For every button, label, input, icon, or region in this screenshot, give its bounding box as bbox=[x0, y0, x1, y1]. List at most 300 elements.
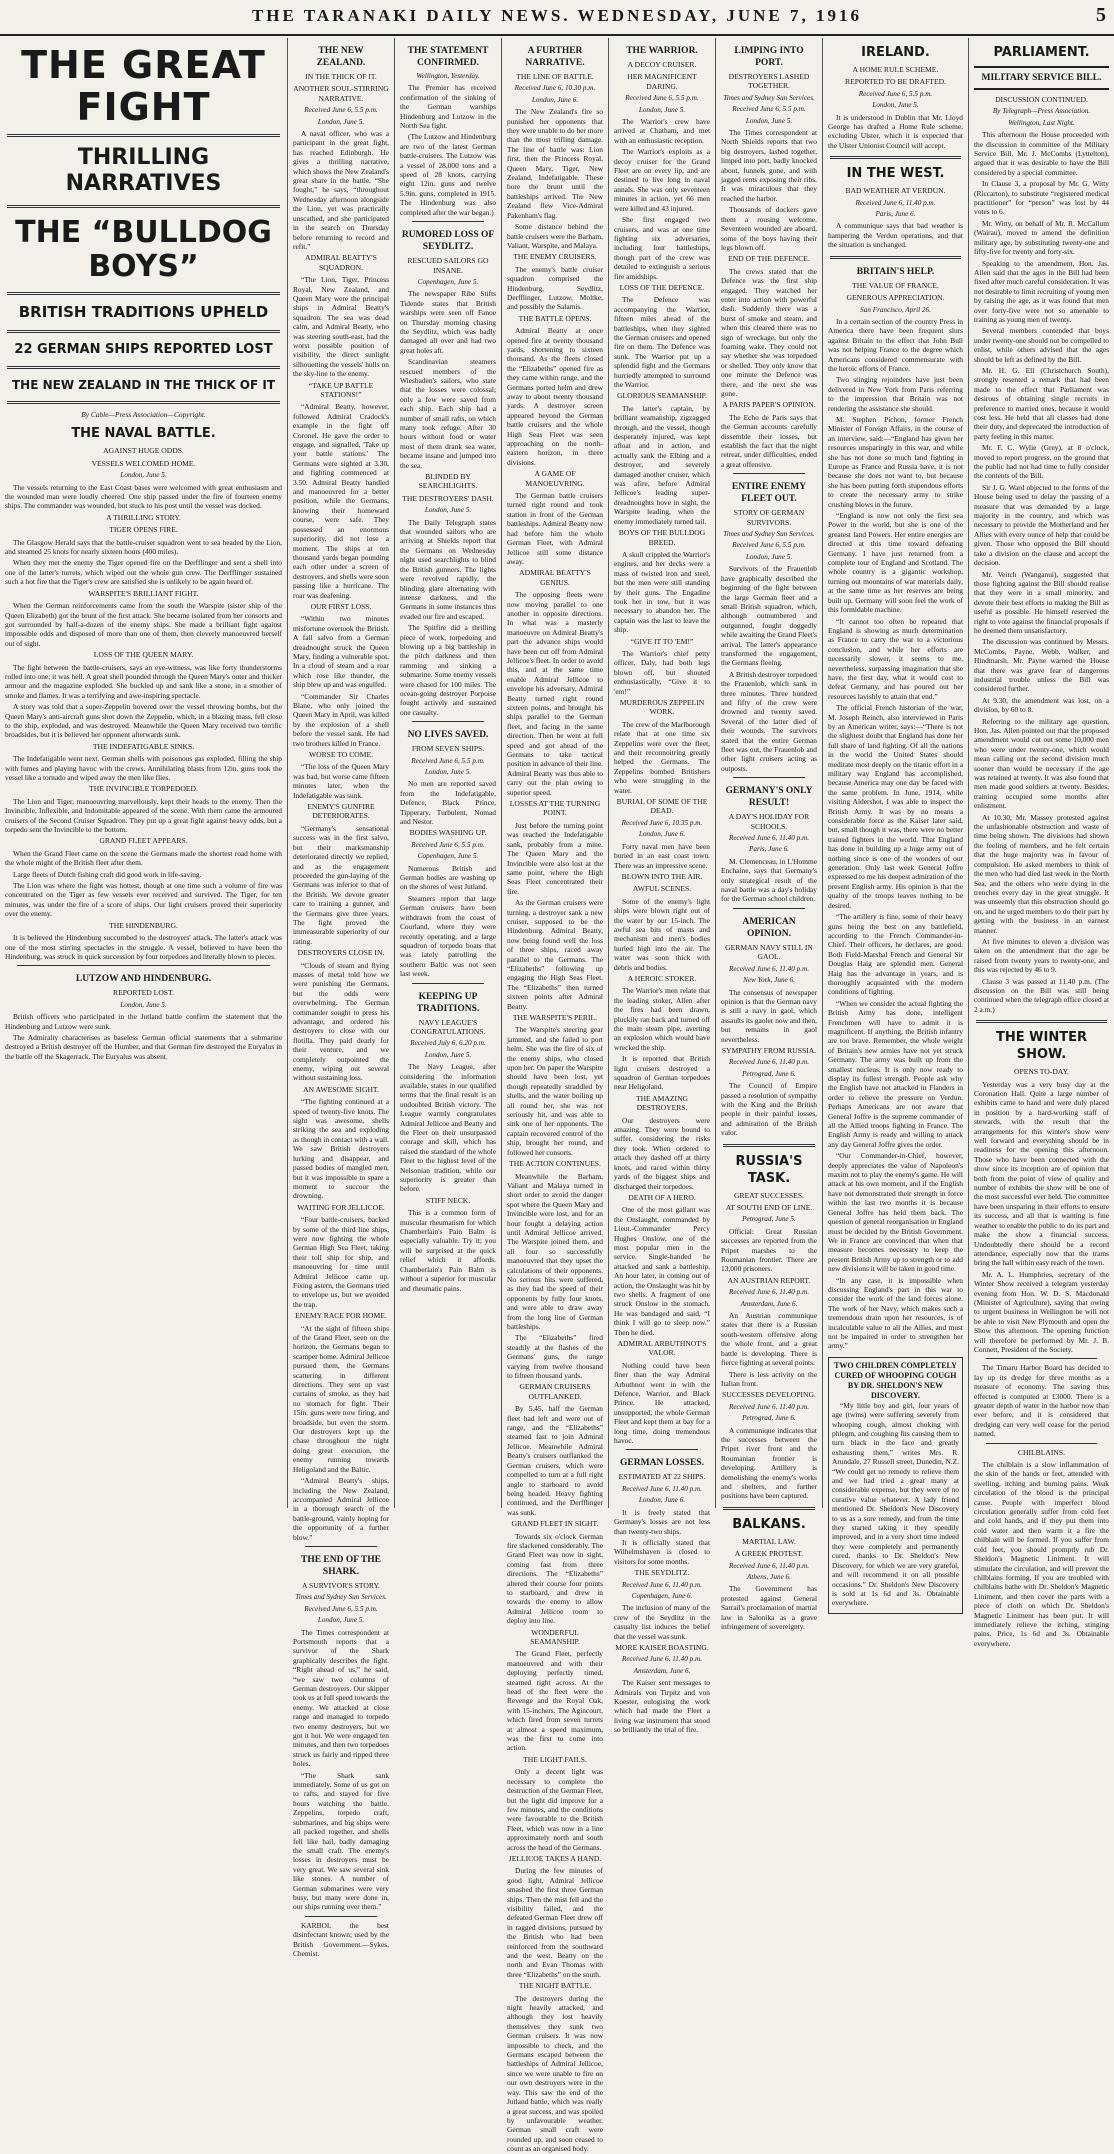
section-heading: LUTZOW AND HINDENBURG. bbox=[75, 974, 212, 985]
subheading: DISCUSSION CONTINUED. bbox=[995, 95, 1088, 104]
headline-traditions: BRITISH TRADITIONS UPHELD bbox=[18, 303, 269, 321]
subheading: AN AWESOME SIGHT. bbox=[303, 1084, 379, 1094]
paragraph: Clause 3 was passed at 11.40 p.m. (The discussion on the Bill was still being continued when the telegraph office closed at 2 a.m.) bbox=[974, 976, 1109, 1014]
dateline: Received June 6, 11.40 p.m. bbox=[728, 1561, 810, 1570]
paragraph: The discussion was continued by Messrs. McCombs, Payne, Webb, Walker, and Hindmarsh. Mr. Payne warned the House that there was grave fear of dangerous industrial trouble unless the Bill was considered further. bbox=[974, 637, 1109, 694]
dateline: London, June 5. bbox=[745, 552, 793, 561]
paragraph: A skull crippled the Warrior's engines, and her decks were a mass of twisted iron and steel, but the men were still standing by their guns. The Engadine took her in tow, but it was necessary to abandon her. The captain was the last to leave the ship. bbox=[614, 549, 710, 635]
section-heading: IN THE WEST. bbox=[846, 166, 945, 182]
paragraph: (The Lutzow and Hindenburg are two of the latest German battle-cruisers. The Lutzow was a vessel of 28,000 tons and a speed of 28 knots, carrying eight 12in. guns and twelve 5.9in. guns, completed in 1915. The Hindenburg was also completed after the war began.) bbox=[400, 132, 496, 217]
dateline: Received June 6, 5.5 p.m. bbox=[304, 1604, 378, 1613]
paragraph: Thousands of dockers gave them a rousing welcome. Seventeen wounded are aboard, some of the boys having their legs blown off. bbox=[721, 205, 817, 252]
dateline: Amsterdam, June 6. bbox=[740, 1299, 798, 1308]
paragraph: Mr. Veitch (Wanganui), suggested that those fighting against the Bill should realise that they were in a small minority, and devote their best efforts to making the Bill as useful as possible. He himself reserved the right to vote against the financial proposals if he deemed them unsatisfactory. bbox=[974, 569, 1109, 635]
dateline: Amsterdam, June 6. bbox=[633, 1666, 691, 1675]
byline: By Cable—Press Association—Copyright. bbox=[81, 410, 206, 419]
dateline: London, June 5. bbox=[120, 471, 167, 480]
section-heading: AMERICAN OPINION. bbox=[742, 916, 796, 939]
subheading: LOSS OF THE DEFENCE. bbox=[619, 282, 705, 292]
column-1 bbox=[0, 38, 288, 1508]
section-heading: GERMANY'S ONLY RESULT! bbox=[725, 786, 813, 809]
dateline: Petrograd, June 5. bbox=[742, 1215, 796, 1224]
subheading: LOSS OF THE QUEEN MARY. bbox=[93, 650, 194, 660]
paragraph: “England is now not only the first sea Power in the world, but she is one of the greatest land Powers. Her entire energies are directed at this time toward defeating Germany. I have just returned from a complete tour of England and Scotland. The whole country is a gigantic workshop, turning out mountains of war materials daily, at the same time as her reserves are being built up. Germany will soon feel the work of this formidable machine. bbox=[828, 511, 963, 615]
subheading: GERMAN CRUISERS OUTFLANKED. bbox=[519, 1382, 591, 1401]
paragraph: The Times correspondent at Portsmouth reports that a survivor of the Shark graphically describes the fight. “Right ahead of us,” he said, “we saw two columns of German destroyers. Our skipper took us at full speed towards the enemy. We attacked at close range and managed to torpedo two enemy destroyers, but we got it hot. We were engaged ten minutes, and then two torpedoes struck us fairly and ripped three holes. bbox=[293, 1627, 389, 1769]
paragraph: “At the sight of fifteen ships of the Grand Fleet, seen on the horizon, the Germans began to scamper home. Admiral Jellicoe pursued them, the Germans scattering in different directions. They sent up vast curtains of smoke, as they had no stomach for fight. Their 15in. guns were now firing, and broadside, but even the storm. Our destroyers kept up the chase throughout the night doing great execution, the enemy running towards Heligoland and the Baltic. bbox=[293, 1323, 389, 1474]
subheading: DEATH OF A HERO. bbox=[628, 1192, 696, 1202]
subheading: AT SOUTH END OF LINE. bbox=[725, 1203, 813, 1212]
advert-heading: TWO CHILDREN COMPLETELY CURED OF WHOOPING COUGH BY DR. SHELDON'S NEW DISCOVERY. bbox=[834, 1360, 957, 1400]
dateline: Received June 6, 5.5 p.m. bbox=[625, 94, 699, 103]
subheading: ENEMY RACE FOR HOME. bbox=[295, 1311, 387, 1321]
section-heading: THE NAVAL BATTLE. bbox=[71, 426, 216, 442]
subheading: THE ACTION CONTINUES. bbox=[509, 1159, 601, 1169]
dateline: By Telegraph—Press Association. bbox=[992, 107, 1091, 116]
subheading: AN AUSTRIAN REPORT. bbox=[727, 1275, 811, 1285]
section-heading: RUSSIA'S TASK. bbox=[735, 1153, 803, 1186]
paragraph: The Timaru Harbor Board has decided to lay up its dredge for three months as a measure of economy. The saving thus effected is computed at £3000. There is a greater depth of water in the harbor now than ever before, and it is considered that dredging can very well cease for the period named. bbox=[974, 1363, 1109, 1439]
subheading: A PARIS PAPER'S OPINION. bbox=[722, 400, 816, 410]
paragraph: The Warrior's men relate that the leading stoker, Allen after the fires had been drawn, pluckily ran back and turned off the main steam pipe, averting an explosion which would have wrecked the ship. bbox=[614, 986, 710, 1052]
paragraph: Mr. H. G. Ell (Christchurch South), strongly resented a remark that had been made to the effect that Parliament was desirous of obtaining single recruits in preference to married ones, because it would cost less. He held that all classes had done their duty, and deprecated the introduction of party feeling in this matter. bbox=[974, 365, 1109, 441]
divider bbox=[626, 1449, 698, 1450]
paragraph: Admiral Beatty at once opened fire at twenty thousand yards, shortening to sixteen thousand. As the fleets closed the “Elizabeths” opened fire as they came within range, and the Germans ported helm and drew away to about twenty thousand yards. A destroyer screen appeared beyond the German battle cruisers and the whole High Seas Fleet was seen approaching on the north-eastern horizon, in three divisions. bbox=[507, 326, 603, 467]
paragraph: The Echo de Paris says that the German accounts carefully dissemble their losses, but establish the fact that the night retreat, under difficulties, ended a great offensive. bbox=[721, 412, 817, 469]
advert-body: “My little boy and girl, four years of age (twins) were suffering severely from whooping cough, almost choking with phlegm, and coughing fits causing them to turn black in the face and greatly exhausting them,” writes Mrs. R. Arundale, 27 Russell street, Dunedin, N.Z. “We could get no remedy to relieve them and we had tried a great many at considerable expense, but they were of no curative value whatever. A lady friend mentioned Dr. Sheldon's New Discovery to us as a sure remedy, and from the time they started taking it they speedily improved, and in a very short time indeed they were completely and permanently cured, thanks to Dr. Sheldon's New Discovery, for which we are very grateful, and will recommend it on all possible occasions.” Dr. Sheldon's New Discovery is sold at 1s 6d and 3s. Obtainable everywhere. bbox=[832, 1400, 959, 1608]
paragraph: The enemy's battle cruiser squadron comprised the Hindenburg, Seydlitz, Derfflinger, Lutzow, Moltke, and possibly the Salamis. bbox=[507, 264, 603, 312]
dateline: London, June 5. bbox=[872, 101, 919, 110]
subheading: ADMIRAL ARBUTHNOT'S VALOR. bbox=[617, 1339, 707, 1358]
paragraph: Sir J. G. Ward objected to the forms of the House being used to delay the passing of a measure that was demanded by a large majority in the country, and which was necessary to provide the Motherland and her Allies with every ounce of help that could be given. Those who opposed the Bill should take a division on the clause and accept the decision. bbox=[974, 482, 1109, 568]
paragraph: Large fleets of Dutch fishing craft did good work in life-saving. bbox=[13, 869, 202, 879]
section-heading: THE END OF THE SHARK. bbox=[301, 1554, 381, 1577]
subheading: BLOWN INTO THE AIR. bbox=[621, 871, 703, 881]
subheading: A HOME RULE SCHEME. bbox=[852, 65, 939, 74]
paragraph: By 5.45, half the German fleet had left and were out of range, and the “Elizabeths” steamed fast to join Admiral Jellicoe. Meanwhile Admiral Beatty's cruisers outflanked the German cruisers, which were compelled to turn at a full right angle to starboard to avoid being headed. Heavy fighting continued, and the Derfflinger was sunk. bbox=[507, 1404, 603, 1517]
subheading: A HEROIC STOKER. bbox=[627, 973, 697, 983]
subheading: THE DESTROYERS' DASH. bbox=[402, 493, 494, 503]
subheading: ESTIMATED AT 22 SHIPS. bbox=[618, 1472, 706, 1482]
paragraph: The destroyers during the night heavily attacked, and although they lost heavily themselves they sunk two German cruisers. It was now impossible to check, and the Germans escaped between the battleships of Admiral Jellicoe, since we were unable to fire on our own destroyers were in the way. This saw the end of the Jutland battle, which was really a great success, and was spoiled by unfavourable weather. German small craft were rounded up, and soon ceased to count as an organised body. bbox=[507, 1993, 603, 2154]
subheading: A DAY'S HOLIDAY FOR SCHOOLS. bbox=[728, 812, 810, 831]
divider bbox=[733, 908, 805, 909]
paragraph: It is understood in Dublin that Mr. Lloyd George has drafted a Home Rule scheme, excluding Ulster, which it is expected that the Ulster Unionist Council will accept. bbox=[828, 112, 963, 150]
headline-bulldog: THE “BULLDOG BOYS” bbox=[15, 215, 272, 284]
divider bbox=[7, 366, 280, 369]
subheading: IN THE THICK OF IT. bbox=[305, 72, 377, 81]
paragraph: Official: Great Russian successes are reported from the Pripet marshes to the Roumanian frontier. There are 13,000 prisoners. bbox=[721, 1226, 817, 1274]
section-heading: THE NEW ZEALAND. bbox=[316, 46, 366, 68]
section-heading: GERMAN LOSSES. bbox=[620, 1458, 704, 1469]
subheading: BODIES WASHING UP. bbox=[409, 828, 487, 838]
paragraph: In Clause 3, a proposal by Mr. G. Witty (Riccarton), to substitute “registered medical practitioner” for “person” was lost by 44 votes to 6. bbox=[974, 179, 1109, 217]
subheading: THE LIGHT FAILS. bbox=[523, 1754, 587, 1764]
subheading: A GAME OF MANOEUVRING. bbox=[525, 469, 585, 488]
masthead-title: THE TARANAKI DAILY NEWS. WEDNESDAY, JUNE 7, 1916 bbox=[251, 6, 863, 25]
dateline: Wellington, Last Night. bbox=[1008, 118, 1075, 127]
paragraph: A British destroyer torpedoed the Frauenlob, which sank in three minutes. Three hundred and fifty of the crew were drowned and twenty saved. Several of the latter died of their wounds. The survivors stated that the entire German fleet was out, the Frauenlob and other light cruisers acting as outposts. bbox=[721, 669, 817, 773]
dateline: Received June 6, 5.5 p.m. bbox=[858, 89, 933, 98]
dateline: London, June 5. bbox=[745, 116, 793, 125]
dateline: London, June 5. bbox=[424, 1050, 472, 1059]
paragraph: The crew of the Marlborough relate that at one time six Zeppelins were over the fleet, and their reconnoitring greatly helped the Germans. The Zeppelins bombed Britishers who were struggling in the water. bbox=[614, 719, 710, 795]
dateline: Received June 6, 5.5 p.m. bbox=[411, 756, 485, 765]
masthead bbox=[0, 0, 1114, 36]
paragraph: “Clouds of steam and flying masses of metal told how we were punishing the Germans, but the odds were overwhelming. The German commander sought to press his advantage, and ordered his destroyers to close with our flotilla. They paid dearly for their venture, and we completely outpointed the enemy, wiping out several without sustaining loss. bbox=[293, 960, 389, 1083]
subheading: REPORTED LOST. bbox=[113, 988, 174, 998]
dateline: London, June 5. bbox=[424, 768, 472, 776]
paragraph: It is officially stated that Wilhelmshaven is closed to visitors for some months. bbox=[614, 1537, 710, 1566]
section-heading: THE STATEMENT CONFIRMED. bbox=[407, 46, 489, 68]
paragraph: The crews stated that the Defence was the first ship engaged. They watched her enter into action with powerful dash. Suddenly there was a burst of smoke and steam, and when this cleared there was no sign of wreckage, but only the foaming wake. They could not say whether she was torpedoed or shelled. They only know that one minute the Defence was there, and the next she was gone. bbox=[721, 266, 817, 398]
dateline: Received June 6, 5.5 p.m. bbox=[732, 105, 806, 114]
dateline: London, June 6. bbox=[638, 830, 686, 839]
paragraph: Some of the enemy's light ships were blown right out of the water by our 15-inch. The awful sea bits of masts and mechanism and men's bodies hurled high into the air. The water was soon thick with debris and bodies. bbox=[614, 896, 710, 972]
dateline: Times and Sydney Sun Services. bbox=[723, 93, 815, 102]
subheading: MORE KAISER BOASTING. bbox=[615, 1642, 709, 1652]
paragraph: The official French historian of the war, M. Joseph Reinch, also interviewed in Paris by an American writer, says:—“There is not the slightest doubt that England has done her full share of land fighting. Of all the nations in the world the United States should meditate most deeply on the titanic effort in a military way England has accomplished, because America may one day be faced with the same problem. In June, 1914, while visiting Aldershot, I was able to inspect the British Army. It was by no means a considerable force as the Kaiser later said, but, small though it was, there were no better trained fighters in the world. That England has done in building up a huge army out of nothing since is one of the wonders of our generation. Only last week General Joffre expressed to me his deepest admiration of the present English army. His opinion is that the quality of the troops leaves nothing to be desired. bbox=[828, 703, 963, 910]
paragraph: “When we consider the actual fighting the British Army has done, intelligent Frenchmen will have to admit it is magnificent. If anything, the British infantry are too brave. Remember, the whole weight of Britain's new armies have not yet struck Germany. The army was built up from the smallest nucleus. It is only now ready to display its fullest strength. People ask why the English have not attacked in Flanders in order to relieve the pressure on Verdun. Perhaps Americans are not aware that General Joffre is the supreme commander of all the Allied troops fighting in France. The English Army is ready and willing to attack any day General Joffre gives the order. bbox=[828, 998, 963, 1149]
paragraph: The Lion and Tiger, manoeuvring marvellously, kept their heads to the enemy. Then the Invincible, Inflexible, and Indomitable appeared of the scene. With them came the armoured cruisers of the Second Cruiser Squadron. They put up a great fight against heavy odds, but a torpedo sent the Invincible to the bottom. bbox=[5, 796, 282, 835]
subheading: AWFUL SCENES. bbox=[632, 884, 692, 894]
dateline: Wellington, Yesterday. bbox=[416, 72, 480, 80]
paragraph: “Admiral Beatty's ships, including the New Zealand, accompanied Admiral Jellicoe in a thorough search of the battle-ground, vainly hoping for the opportunity of a further blow.” bbox=[293, 1476, 389, 1542]
divider bbox=[830, 156, 961, 159]
dateline: Received June 6, 11.40 p.m. bbox=[621, 1580, 703, 1589]
dateline: London, June 5. bbox=[638, 105, 686, 114]
subheading: SYMPATHY FROM RUSSIA. bbox=[721, 1045, 817, 1055]
paragraph: Steamers report that large German cruisers have been withdrawn from the coast of Courland, where they were recently operating, and a large squadron of torpedo boats that was lately patrolling the southern Baltic was not seen last week. bbox=[400, 893, 496, 979]
dateline: Received June 6, 5.5 p.m. bbox=[411, 840, 485, 849]
subheading: FROM SEVEN SHIPS. bbox=[411, 744, 485, 754]
advert-chilblains: The chilblain is a slow inflammation of the skin of the hands or feet, attended with swelling, itching and burning pains. Weak circulation of the blood is the principal cause. People with imperfect blood circulation generally suffer from cold feet and cold hands, and if they put them into cold water and then warm it a fire the chilblain will be formed. If you suffer from cold feet, you should promptly rub Dr. Sheldon's Magnetic Liniment. It will stimulate the circulation, and will prevent the chilblains forming. If you are troubled with chilblains bathe with Dr. Sheldon's Magnetic Liniment, and then cover the parts with a piece of cloth on which Dr. Sheldon's Magnetic Liniment has been put. It will immediately relieve the itching, stinging pains. Price, 1s 6d and 3s. Obtainable everywhere. bbox=[974, 1460, 1109, 1648]
subheading: STORY OF GERMAN SURVIVORS. bbox=[733, 508, 805, 527]
divider bbox=[7, 205, 280, 208]
dateline: Received June 6, 10.30 p.m. bbox=[514, 84, 596, 93]
paragraph: The opposing fleets were now moving parallel to one another in opposite directions. In what was a masterly manoeuvre on Admiral Beatty's part the advance ships would have been cut off from Admiral Jellicoe's fleet. In order to avoid this, and at the same time enable Admiral Jellicoe to envelope his adversary, Admiral Beatty turned right round sixteen points, and brought his ships parallel to the German fleet, and facing in the same direction. Then he went at full speed and got ahead of the Germans to take tactical position in advance of their line. Admiral Beatty was thus able to carry out the plan owing to superior speed. bbox=[507, 590, 603, 797]
advert-stiff-neck: This is a common form of muscular rheumatism for which Chamberlain's Pain Balm is especially valuable. Try it; you will be surprised at the quick relief which it affords. Chamberlain's Pain Balm is without a superior for muscular and rheumatic pains. bbox=[400, 1208, 496, 1293]
divider bbox=[412, 221, 484, 222]
dateline: Received June 6, 11.40 p.m. bbox=[728, 1058, 810, 1067]
paragraph: “The Shark sank immediately. Some of us got on to rafts, and stayed for five hours watching the battle. Zeppelins, torpedo craft, submarines, and big ships were all packed together, and shells fell like hail, badly damaging the small craft. The enemy's losses in destroyers must be very great. We saw several sink like stones. A number of German submarines were very busy, but many were done in, our ships running over them.” bbox=[293, 1770, 389, 1912]
paragraph: An Austrian communique states that there is a Russian south-western offensive along the whole front, and a great battle is developing. There is fierce fighting at several points. bbox=[721, 1311, 817, 1368]
advert-karbol: KARBOL the best disinfectant known; used by the British Government.—Sykes, Chemist. bbox=[293, 1920, 389, 1958]
divider bbox=[7, 134, 280, 137]
subheading: THE ENEMY CRUISERS. bbox=[513, 252, 597, 262]
paragraph: At five minutes to eleven a division was taken on the amendment that the age be raised from twenty years to twenty-one, and this was rejected by 46 to 9. bbox=[974, 936, 1109, 975]
dateline: Received June 6, 11.40 p.m. bbox=[621, 1484, 703, 1493]
subheading: REPORTED TO BE DRAFTED. bbox=[845, 77, 946, 87]
paragraph: Scandinavian steamers rescued members of the Wiesbaden's sailors, who state that the losses were colossal; only a few were saved from each ship. Each ship had a number of small rafts, on which many took refuge. After 30 hours without food or water most of them drank sea water, became insane and jumped into the sea. bbox=[400, 357, 496, 470]
divider bbox=[412, 983, 484, 984]
section-heading: KEEPING UP TRADITIONS. bbox=[416, 991, 480, 1014]
subheading: BOYS OF THE BULLDOG BREED. bbox=[618, 528, 706, 547]
paragraph: The newspaper Ribe Stifts Tidende states that British warships were seen off Fanoe on Thursday morning chasing the Seydlitz, which was badly damaged all over and had two great holes aft. bbox=[400, 289, 496, 355]
subheading: A DECOY CRUISER. bbox=[627, 60, 697, 69]
advert-whooping-cough bbox=[828, 1357, 963, 1614]
subheading: STIFF NECK. bbox=[425, 1195, 471, 1205]
paragraph: The Lion was where the fight was hottest, though at one time such a volume of fire was concentrated on the Tiger as few vessels ever received and survived. The Tiger, for ten minutes, was under the fire of a score of ships. Our light cruisers proved their superiority over the enemy. bbox=[5, 881, 282, 919]
divider bbox=[986, 1443, 1097, 1444]
subheading: MARTIAL LAW. bbox=[742, 1536, 796, 1546]
paragraph: The Times correspondent at North Shields reports that two big destroyers, lashed together, limped into port, badly knocked about, funnels gone, and with jagged rents exposing their ribs. It was miraculous that they reached the harbor. bbox=[721, 128, 817, 203]
paragraph: Survivors of the Frauenlob have graphically described the beginning of the fight between the large German fleet and a small British squadron, which, although outnumbered and outgunned, fought doggedly while awaiting the Grand Fleet's arrival. The latter's appearance transformed the engagement, the Germans fleeing. bbox=[721, 564, 817, 668]
paragraph: The Admiralty characterises as baseless German official statements that a submarine destroyed a British destroyer off the Humber, and that German fire destroyed the Euryalus in the battle off the Skagerrack. The Euryalus was absent. bbox=[5, 1032, 282, 1061]
paragraph: “Germany's sensational success was in the first salvo, but their marksmanship deteriorated directly we replied, and as the engagement proceeded the gun-laying of the Germans was inferior to that of the British. We devote greater care to training a gunner, and the Germans give three years. The fight proved the immeasurable superiority of our rating. bbox=[293, 823, 389, 946]
paragraph: Forty naval men have been buried in an east coast town. There was an impressive scene. bbox=[614, 841, 710, 870]
section-heading: LIMPING INTO PORT. bbox=[734, 46, 804, 68]
paragraph: When the German reinforcements came from the south the Warspite (sister ship of the Queen Elizabeth) got the brunt of the first attack. She became isolated from her consorts and got surrounded by half-a-dozen of the enemy ships. She made a brilliant fight against impossible odds and disposed of more than one of them, then cleverly manoeuvred herself out of sight. bbox=[5, 601, 282, 648]
dateline: Received June 6, 10.35 p.m. bbox=[621, 818, 703, 827]
paragraph: A communique indicates that the successes between the Pripet river front and the Roumanian frontier is developing. Artillery is demolishing the enemy's works and shelters, and further positions have been captured. bbox=[721, 1425, 817, 1501]
subheading: WARSPITE'S BRILLIANT FIGHT. bbox=[88, 588, 199, 598]
dateline: Received June 6, 11.40 p.m. bbox=[621, 1655, 703, 1664]
dateline: Received June 6, 11.40 p.m. bbox=[855, 198, 936, 207]
column-8 bbox=[969, 38, 1114, 1648]
dateline: Received June 6, 11.40 p.m. bbox=[728, 834, 810, 843]
paragraph: As the German cruisers were turning, a destroyer sank a new cruiser, supposed to be the Hindenburg. Admiral Beatty, now being found well the loss of three ships, raced away parallel to the Germans. The “Elizabeths” following up engaging the High Seas Fleet. The “Elizabeths” then turned sixteen points after Admiral Beatty. bbox=[507, 898, 603, 1011]
paragraph: “Four battle-cruisers, backed by some of the third line ships, were now fighting the whole German High Sea Fleet, taking their toll ship for ship, and manoeuvring for time until Admiral Jellicoe came up. Fixing astern, the Germans tried to envelope us, but we avoided the trap. bbox=[293, 1215, 389, 1309]
subheading: THE HINDENBURG. bbox=[109, 920, 178, 930]
divider bbox=[986, 1358, 1097, 1359]
column-5 bbox=[609, 38, 716, 1735]
paragraph: The Navy League, after considering the information available, states in our qualified terms that the final result is an undoubted British victory. The League warmly congratulates Admiral Jellicoe and Beatty and the Fleet on their unsurpassed courage and skill, which has raised the standard of the whole Fleet to the highest level of the Nelsonian tradition, while our superiority is greater than before. bbox=[400, 1062, 496, 1194]
paragraph: Nothing could have been finer than the way Admiral Arbuthnot went in with the Defence, Warrior, and Black Prince. He attacked, unsupported, the whole German Fleet and kept them at bay for a long time, doing tremendous havoc. bbox=[614, 1360, 710, 1446]
paragraph: At 9.30, the amendment was lost, on a division, by 60 to 8. bbox=[974, 695, 1109, 715]
divider bbox=[733, 473, 805, 474]
dateline: Paris, June 6. bbox=[875, 210, 916, 219]
subheading: THE SEYDLITZ. bbox=[634, 1568, 690, 1578]
subheading: THE NIGHT BATTLE. bbox=[518, 1981, 592, 1991]
paragraph: Several members contended that boys under twenty-one should not be compelled to enlist, while others advised that the ages should be left as defined by the Bill. bbox=[974, 326, 1109, 364]
dateline: London, June 5. bbox=[317, 117, 365, 126]
subheading: GRAND FLEET APPEARS. bbox=[99, 836, 188, 846]
paragraph: She first engaged two cruisers, and was at one time fighting six adversaries, including four battleships, though part of the crew was detailed to extinguish a serious fire amidships. bbox=[614, 215, 710, 281]
paragraph: The Warrior's crew have arrived at Chatham, and met with an enthusiastic reception. bbox=[614, 117, 710, 145]
subheading: WORSE TO COME. bbox=[308, 750, 374, 760]
paragraph: A naval officer, who was a participant in the great fight, has reached Edinburgh. He gives a thrilling narrative, which shows the New Zealand's great share in the battle. “She fought,” he says, “throughout Wednesday afternoon alongside the Lion, yet was practically unscathed, and she participated in the search on Thursday before returning to record and refit.” bbox=[293, 129, 389, 251]
section-heading: THE WARRIOR. bbox=[626, 46, 698, 56]
dateline: Received June 6, 5.5 p.m. bbox=[732, 541, 806, 550]
headline-22-ships: 22 GERMAN SHIPS REPORTED LOST bbox=[14, 342, 273, 357]
paragraph: “Admiral Beatty, however, followed Admiral Cradock's example in the fight off Coronel. He gave the order to engage, and signalled, 'Take up your battle stations.' The Germans were sighted at 3.30, and fighting commenced at 3.50. Admiral Beatty handled and manoeuvred for a better position, while the Germans, knowing their homeward course, were safe. They possessed an enormous superiority, did not lose a moment. The ships at ten thousand yards began pounding each other under a screen of destroyers, and shells were soon passing like a hurricane. The roar was deafening. bbox=[293, 402, 389, 600]
paragraph: Speaking to the amendment, Hon. Jas. Allen said that the ages in the Bill had been fixed after much careful consideration. It was not desirable to limit recruiting of young men by raising the age, as it was found that men over forty-five were not so amenable to training as young men of twenty. bbox=[974, 258, 1109, 324]
dateline: Times and Sydney Sun Services. bbox=[723, 530, 815, 539]
divider bbox=[723, 1144, 815, 1147]
paragraph: Some distance behind the battle cruisers were the Barham, Valiant, Warspite, and Malaya. bbox=[507, 222, 603, 250]
paragraph: It is believed the Hindenburg succumbed to the destroyers' attack. The latter's attack was one of the most stirring spectacles in the struggle. A vessel, believed to have been the Hindenburg, was struck in quick succession by four torpedoes and literally blown to pieces. bbox=[5, 933, 282, 961]
subheading: A GREEK PROTEST. bbox=[734, 1549, 804, 1559]
paragraph: “Our Commander-in-Chief, however, deeply appreciates the value of Napoleon's maxim not to play the enemy's game. He will attack at his own moment, and if the English have not demonstrated their strength in force within the last two months it is because General Joffre has held them back. The question of general reorganisation in England must be decided by the British Government. We in France are convinced that when that measure becomes necessary to keep the present British Army up to strength or to add new divisions it will be taken in good time. bbox=[828, 1151, 963, 1274]
paragraph: British officers who participated in the Jutland battle confirm the statement that the Hindenburg and Lutzow were sunk. bbox=[5, 1012, 282, 1031]
dateline: Received June 6, 5.5 p.m. bbox=[304, 106, 378, 115]
paragraph: Yesterday was a very busy day at the Coronation Hall. Quite a large number of exhibits came to hand and were duly placed in position by a hard-working staff of stewards, with the result that the arrangements for this winter's show were well forward and everything should be in readiness for the opening this afternoon. Those who have been connected with the show since its inception are of opinion that both from the point of view of quality and number of exhibits the show will be one of the most successful ever held. The committee have been unsparing in their efforts to ensure its success, and all that is wanting is fine weather to enable the public to do its part and make the show a financial success. Undoubtedly there should be a record attendance, especially now that the trams bring the hall within easy reach of the town. bbox=[974, 1079, 1109, 1268]
paragraph: This afternoon the House proceeded with the discussion in committee of the Military Service Bill. Mr. J. McCombs (Lyttelton), argued that it was desirable to have the Bill considered by a special committee. bbox=[974, 130, 1109, 177]
column-4 bbox=[502, 38, 609, 2154]
dateline: Petrograd, June 6. bbox=[742, 1414, 796, 1423]
paragraph: “The artillery is fine, some of their heavy guns being the best on any battlefield, according to the French Commander-in-Chief. Their officers, he declares, are good. Both Field-Marshal French and General Sir Douglas Haig are splendid men. General Haig has the advantage in years, and is thoroughly acquainted with the modern conditions of fighting. bbox=[828, 912, 963, 997]
subheading: ANOTHER SOUL-STIRRING NARRATIVE. bbox=[293, 84, 389, 103]
subheading: THE BATTLE OPENS. bbox=[518, 313, 592, 323]
paragraph: Meanwhile the Barham, Valiant and Malaya turned in short order to avoid the danger spot where the Queen Mary and Invincible were lost, and for an hour fought a delaying action until Admiral Jellicoe arrived. The Warspite joined them, and all four so successfully manoeuvred that they upset the calculations of their opponents. No serious hits were suffered, as they had the speed of their opponents by fully four knots, and were able to draw away from the long line of German battleships. bbox=[507, 1171, 603, 1331]
paragraph: The Grand Fleet, perfectly manoeuvred and with their deploying perfectly timed, steamed right across. At the head of the fleet were the Revenge and the Royal Oak, with 15-inchers. The Agincourt, which fired from seven turrets at almost a speed maximum, was the first to come into action. bbox=[507, 1649, 603, 1753]
divider bbox=[305, 1546, 377, 1547]
subheading: GREAT SUCCESSES. bbox=[734, 1190, 804, 1200]
dateline: London, June 5. bbox=[120, 1000, 167, 1009]
divider bbox=[7, 292, 280, 295]
section-heading: THE WINTER SHOW. bbox=[996, 1030, 1087, 1063]
paragraph: When they met the enemy the Tiger opened fire on the Derfflinger and sent a shell into one of the latter's turrets, which wiped out the whole gun crew. The Derfflinger sustained such a hot fire that the Tiger's crew are satisfied she is unlikely to be again heard of. bbox=[5, 558, 282, 587]
paragraph: “The Lion, Tiger, Princess Royal, New Zealand, and Queen Mary were the principal ships in Admiral Beatty's squadron. The sea was dead calm, and Admiral Beatty, who was steering south-east, had the worst possible position of visibility, the direct sunlight silhouetting the vessels' hulls on the sky-line to the enemy. bbox=[293, 275, 389, 379]
subheading: MURDEROUS ZEPPELIN WORK. bbox=[619, 698, 705, 717]
subheading: LOSSES AT THE TURNING POINT. bbox=[509, 799, 601, 818]
subheading: THE WARSPITE'S PERIL. bbox=[512, 1013, 598, 1022]
subheading: THE VALUE OF FRANCE. bbox=[852, 280, 939, 290]
divider bbox=[412, 721, 484, 722]
paragraph: The Glasgow Herald says that the battle-cruiser squadron went to sea headed by the Lion, and steamed 25 knots for nearly sixteen hours (400 miles). bbox=[5, 537, 282, 557]
subheading: “TAKE UP BATTLE STATIONS!” bbox=[308, 380, 374, 399]
column-2 bbox=[288, 38, 395, 1958]
paragraph: The Spitfire did a thrilling piece of work, torpedoing and blowing up a big battleship in the pitch darkness and then ramming and sinking a submarine. Some enemy vessels were chased for 100 miles. The ocean-going destroyer Porpoise fought actively and sustained one casualty. bbox=[400, 623, 496, 717]
dateline: Copenhagen, June 5. bbox=[417, 277, 479, 286]
paragraph: The “Elizabeths” fired steadily at the flashes of the Germans' guns, the range varying from twelve thousand to fifteen thousand yards. bbox=[507, 1333, 603, 1381]
paragraph: At 10.30, Mr. Massey protested against the unfashionable obstruction and waste of time being shown. The divisions had shown the feeling of members, and he felt certain that the huge majority was in favour of compulsion. He asked members to think of the men who had died last week in the North Sea, and the others who were dying in the trenches every day in the great struggle. It was unseemly that this obstruction should go on, and he urged members to do their part by getting with the business in an earnest manner. bbox=[974, 812, 1109, 935]
paragraph: Just before the turning point was reached the Indefatigable sank, probably from a mine. The Queen Mary and the Invincible were also lost at the same point, where the High Seas Fleet concentrated their fire. bbox=[507, 820, 603, 896]
subheading: GLORIOUS SEAMANSHIP. bbox=[617, 391, 707, 401]
paragraph: “It cannot too often be repeated that England is showing as much determination as France to carry the war to a victorious conclusion, and while her efforts are necessarily slower, it seems to me, nevertheless, surpassing imagination that she have, the first day, what it would cost to defeat Germany, and has poured out her resources lavishly to attain that end.” bbox=[828, 616, 963, 701]
paragraph: The Daily Telegraph states that wounded sailors who are arriving at Shields report that the Germans on Wednesday night used searchlights to blind the British gunners. The lights were revolved rapidly, the blinding glare alternating with intense darkness, and the Germans in some instances thus evaded our fire and escaped. bbox=[400, 517, 496, 621]
paragraph: “In any case, it is impossible when discussing England's part in this war to consider the work of the land forces alone. The work of her Navy, which makes such a tremendous drain upon her resources, is of incalculable value to all the Allies, and must not be impaired in order to strengthen her army.” bbox=[828, 1275, 963, 1351]
subheading: AGAINST HUGE ODDS. bbox=[103, 446, 184, 456]
paragraph: The inclusion of many of the crew of the Seydlitz in the casualty list induces the belief that the vessel was sunk. bbox=[614, 1603, 710, 1641]
dateline: Times and Sydney Sun Services. bbox=[295, 1593, 387, 1602]
subheading: NAVY LEAGUE'S CONGRATULATIONS. bbox=[410, 1017, 486, 1036]
dateline: Copenhagen, June 5. bbox=[417, 852, 479, 861]
dateline: Athens, June 6. bbox=[747, 1573, 791, 1581]
paragraph: The Council of Empire passed a resolution of sympathy with the King and the British people in their painful losses, and admiration of the British valor. bbox=[721, 1081, 817, 1138]
paragraph: The Indefatigable went next. German shells with poisonous gas exploded, filling the ship with fumes and playing havoc with the crews. Annihilating blasts from 12in. guns took the vessel like a tornado and wiped away the men like flies. bbox=[5, 754, 282, 782]
dateline: London, June 5. bbox=[424, 506, 472, 515]
section-heading: BRITAIN'S HELP. bbox=[856, 266, 935, 277]
paragraph: Numerous British and German bodies are washing up on the shores of west Jutland. bbox=[400, 863, 496, 892]
divider bbox=[17, 965, 270, 966]
column-3 bbox=[395, 38, 502, 1508]
paragraph: M. Clemenceau, in L'Homme Enchaine, says that Germany's only strategical result of the naval battle was a day's holiday for the German school children. bbox=[721, 856, 817, 904]
paragraph: The vessels returning to the East Coast bases were welcomed with great enthusiasm and the wounded man were loudly cheered. One ship passed under the fire of fourteen enemy ships. The commander was wounded, but stuck to his post until the vessel was docked. bbox=[5, 482, 282, 511]
paragraph: “The loss of the Queen Mary was bad, but worse came fifteen minutes later, when the Indefatigable was sunk. bbox=[293, 762, 389, 800]
subheading: WONDERFUL SEAMANSHIP. bbox=[530, 1627, 580, 1646]
section-heading: BALKANS. bbox=[732, 1516, 806, 1532]
subheading: ENEMY'S GUNFIRE DETERIORATES. bbox=[307, 802, 375, 821]
dateline: London, June 5. bbox=[317, 1616, 365, 1625]
subheading: VESSELS WELCOMED HOME. bbox=[91, 458, 196, 468]
subheading: HER MAGNIFICENT DARING. bbox=[627, 72, 697, 91]
divider bbox=[7, 401, 280, 404]
paragraph: There is less activity on the Italian front. bbox=[721, 1369, 817, 1388]
subheading: END OF THE DEFENCE. bbox=[728, 254, 810, 264]
subheading: JELLICOE TAKES A HAND. bbox=[508, 1853, 602, 1863]
dateline: Received June 6, 11.40 p.m. bbox=[728, 1402, 810, 1411]
dateline: Copenhagen, June 6. bbox=[631, 1591, 693, 1600]
section-heading: ENTIRE ENEMY FLEET OUT. bbox=[731, 482, 807, 505]
divider bbox=[830, 256, 961, 259]
dateline: Paris, June 6. bbox=[749, 845, 789, 854]
paragraph: M. Stephen Pichon, former French Minister of Foreign Affairs, in the course of an interview, said:—“England has given her resources unsparingly in this war, and while she has not done so much land fighting in Europe as France and Russia have, it is not because she does not want to, but because she has been putting forth stupendous efforts to create the necessary army to strike crushing blows in the future. bbox=[828, 414, 963, 509]
paragraph: During the few minutes of good light, Admiral Jellicoe smashed the first three German ships. Then the mist fell and the visibility failed, and the defeated German Fleet drew off in ragged divisions, pursued by the British who had been reinforced from the southward and the west. Beatty on the north and Evan Thomas with three “Elizabeths” on the south. bbox=[507, 1866, 603, 1979]
section-heading: A FURTHER NARRATIVE. bbox=[525, 46, 585, 68]
paragraph: When the Grand Fleet came on the scene the Germans made the shortest road home with the whole might of the British fleet after them. bbox=[5, 848, 282, 868]
dateline: Received June 6, 11.40 p.m. bbox=[728, 964, 810, 973]
divider bbox=[7, 330, 280, 333]
subheading: A THRILLING STORY. bbox=[106, 512, 181, 522]
paragraph: Only a decent light was necessary to complete the destruction of the German Fleet, but the light did improve for a few minutes, and the conditions were favourable to the British Fleet, which was now in a line approximately north and south across the head of the Germans. bbox=[507, 1767, 603, 1852]
paragraph: No men are reported saved from the Indefatigable, Defence, Black Prince, Tipperary, Turbulent, Nomad and Nestor. bbox=[400, 779, 496, 827]
subheading: A SURVIVOR'S STORY. bbox=[302, 1580, 380, 1590]
paragraph: Mr. Witty, on behalf of Mr. R. McCallum (Wairau), moved to amend the definition military age, by substituting twenty-one and fifty-five for twenty and forty-six. bbox=[974, 218, 1109, 257]
subheading: THE AMAZING DESTROYERS. bbox=[635, 1093, 689, 1113]
dateline: New York, June 6. bbox=[743, 976, 795, 985]
subheading: OPENS TO-DAY. bbox=[1013, 1067, 1069, 1077]
column-6 bbox=[716, 38, 823, 1632]
paragraph: The Kaiser sent messages to Admirals von Tirpitz and von Koester, eulogising the work which had made the Fleet a living war instrument that stood so brilliantly the trial of fire. bbox=[614, 1678, 710, 1735]
subheading: DESTROYERS CLOSE IN. bbox=[297, 948, 385, 958]
paragraph: The latter's captain, by brilliant seamanship, zigzagged through, and the vessel, though desperately injured, was kept afloat and in action, and actually sank the Elbing and a destroyer, and severely damaged another cruiser, which was afire, before Admiral Jellicoe's leading super-dreadnoughts hove in sight, the Warspite leading, when the enemy immediately turned tail. bbox=[614, 403, 710, 526]
paragraph: “Commander Sir Charles Blane, who only joined the Queen Mary in April, was killed by the explosion of a shell before the vessel sank. He had two brothers killed in France. bbox=[293, 691, 389, 748]
paragraph: A story was told that a super-Zeppelin hovered over the vessel throwing bombs, but the Queen Mary's anti-aircraft guns shot down the Zeppelin, which, in a blazing mass, fell close to the ship, exploded, and was destroyed. Meanwhile the Queen Mary received two terrific broadsides, but it is believed her opponent afterwards sunk. bbox=[5, 702, 282, 740]
dateline: London, June 6. bbox=[638, 1496, 686, 1505]
divider bbox=[733, 777, 805, 778]
paragraph: The Defence was accompanying the Warrior, fifteen miles ahead of the battleships, when they sighted the German cruisers and opened fire on them. The Defence was sunk. The Warrior put up a splendid fight and the Germans hurriedly attempted to surround the Warrior. bbox=[614, 295, 710, 389]
divider bbox=[976, 1020, 1107, 1023]
subheading: BURIAL OF SOME OF THE DEAD. bbox=[616, 797, 708, 816]
subheading: ADMIRAL BEATTY'S SQUADRON. bbox=[305, 253, 377, 272]
subheading: GENEROUS APPRECIATION. bbox=[846, 293, 945, 303]
paragraph: In a certain section of the country Press in America there have been frequent slurs against Britain to the effect that John Bull was not helping France to the degree which Americans considered commensurate with the heroic efforts of France. bbox=[828, 316, 963, 373]
paragraph: It is freely stated that Germany's losses are not less than twenty-two ships. bbox=[614, 1507, 710, 1536]
paragraph: The fight between the battle-cruisers, says an eye-witness, was like forty thunderstorms rolled into one; it was hell. A great shell pounded through the Queen Mary's outer and thicker armour and the magazine exploded. She buckled up and sank like a stone, in a smother of smoke and flames. It was a terrifying and awe-inspiring spectacle. bbox=[5, 662, 282, 700]
subheading: BLINDED BY SEARCHLIGHTS. bbox=[418, 472, 478, 491]
dateline: Received July 6, 6.20 p.m. bbox=[410, 1039, 486, 1048]
subheading: DESTROYERS LASHED TOGETHER. bbox=[728, 72, 810, 91]
subheading: MILITARY SERVICE BILL. bbox=[981, 73, 1102, 83]
subheading: SUCCESSES DEVELOPING. bbox=[722, 1390, 816, 1400]
page-number: 5 bbox=[1096, 4, 1106, 26]
section-heading: IRELAND. bbox=[861, 45, 930, 60]
subheading: TIGER OPENS FIRE. bbox=[109, 525, 178, 535]
paragraph: Towards six o'clock German fire slackened considerably. The Grand Fleet was now in sight, coming fast from three directions. The “Elizabeths” altered their course four points to starboard, and drew in towards the enemy to allow Admiral Jellicoe room to deploy into line. bbox=[507, 1531, 603, 1626]
headline-thrilling: THRILLING NARRATIVES bbox=[65, 145, 222, 196]
paragraph: Mr. F. C. Wylie (Grey), at 8 o'clock, moved to report progress, on the ground that the public had not had time to fully consider the contents of the Bill. bbox=[974, 443, 1109, 481]
subheading: RESCUED SAILORS GO INSANE. bbox=[407, 256, 489, 275]
section-heading: NO LIVES SAVED. bbox=[407, 730, 489, 741]
paragraph: The Premier has received confirmation of the sinking of the German warships Hindenburg and Lutzow in the North Sea fight. bbox=[400, 83, 496, 131]
paragraph: Our destroyers were amazing. They were bound to suffer, considering the risks they took. When ordered to attack they dashed off at thirty knots, and raced within thirty yards of the biggest ships and discharged their torpedoes. bbox=[614, 1115, 710, 1191]
paragraph: The consensus of newspaper opinion is that the German navy is still a navy in gaol, which assaults its gaoler now and then, but remains in gaol nevertheless. bbox=[721, 987, 817, 1044]
paragraph: Referring to the military age question, Hon. Jas. Allen pointed out that the proposed amendment would cut out some 10,000 men who were under twenty-one, which would mean calling out the second division much sooner than would be necessary if the age was retained at twenty. It was also found that men made good soldiers at twenty. Besides, training occupied some months after enlistment. bbox=[974, 716, 1109, 811]
subheading: THE INDEFATIGABLE SINKS. bbox=[92, 741, 195, 751]
subheading: THE INVINCIBLE TORPEDOED. bbox=[89, 784, 198, 794]
dateline: San Francisco, April 26. bbox=[860, 305, 931, 314]
subheading: GERMAN NAVY STILL IN GAOL. bbox=[725, 942, 813, 962]
paragraph: Two stinging rejoinders have just been delivered in New York from Paris referring to the impression that Britain was not rendering the assistance she should. bbox=[828, 375, 963, 413]
subheading: GRAND FLEET IN SIGHT. bbox=[511, 1519, 599, 1529]
subheading: “GIVE IT TO 'EM!” bbox=[630, 636, 694, 646]
paragraph: The Government has protested against General Sarrail's proclamation of martial law in Salonika as a grave infringement of sovereignty. bbox=[721, 1584, 817, 1632]
headline-new-zealand: THE NEW ZEALAND IN THE THICK OF IT bbox=[11, 378, 276, 392]
subheading: WAITING FOR JELLICOE. bbox=[297, 1202, 385, 1212]
divider bbox=[723, 1507, 815, 1510]
